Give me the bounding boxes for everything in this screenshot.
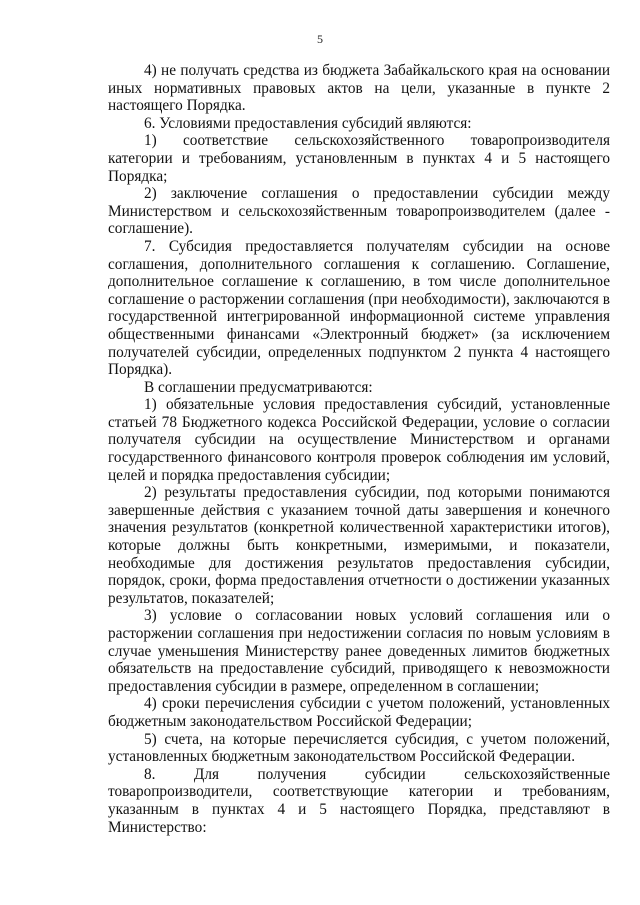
paragraph-condition-2: 2) заключение соглашения о предоставлении субсидии между Министерством и сельскохозяйственным товаропроизводителем (далее - соглашение).: [108, 185, 610, 238]
paragraph-section-6: 6. Условиями предоставления субсидий являются:: [144, 114, 472, 132]
paragraph-agreement-3: 3) условие о согласовании новых условий соглашения или о расторжении соглашения при недостижении согласия по новым условиям в случае уменьшения Министерству ранее доведенных лимитов бюджетных обязательств на предоставление субсидий, приводящего к невозможности предоставления субсидии в размере, определенном в соглашении;: [108, 607, 610, 695]
paragraph-agreement-intro: В соглашении предусматриваются:: [144, 378, 373, 396]
paragraph-agreement-1: 1) обязательные условия предоставления субсидий, установленные статьей 78 Бюджетного кодекса Российской Федерации, условие о согласии получателя субсидии на осуществление Министерством и органами государственного финансового контроля проверок соблюдения им условий, целей и порядка предоставления субсидии;: [108, 396, 610, 484]
paragraph-clause-4: 4) не получать средства из бюджета Забайкальского края на основании иных нормативных правовых актов на цели, указанные в пункте 2 настоящего Порядка.: [108, 62, 610, 115]
paragraph-section-8: 8. Для получения субсидии сельскохозяйственные товаропроизводители, соответствующие категории и требованиям, указанным в пунктах 4 и 5 настоящего Порядка, представляют в Министерство:: [108, 765, 610, 836]
paragraph-agreement-2: 2) результаты предоставления субсидии, под которыми понимаются завершенные действия с указанием точной даты завершения и конечного значения результатов (конкретной количественной характеристики итогов), которые должны быть конкретными, измеримыми, и показатели, необходимые для достижения результатов предоставления субсидии, порядок, сроки, форма предоставления отчетности о достижении указанных результатов, показателей;: [108, 484, 610, 607]
paragraph-agreement-4: 4) сроки перечисления субсидии с учетом положений, установленных бюджетным законодательством Российской Федерации;: [108, 695, 610, 730]
document-body: [108, 62, 610, 836]
paragraph-condition-1: 1) соответствие сельскохозяйственного товаропроизводителя категории и требованиям, установленным в пунктах 4 и 5 настоящего Порядка;: [108, 132, 610, 185]
paragraph-section-7: 7. Субсидия предоставляется получателям субсидии на основе соглашения, дополнительного соглашения к соглашению. Соглашение, дополнительное соглашение к соглашению, в том числе дополнительное соглашение о расторжении соглашения (при необходимости), заключаются в государственной интегрированной информационной системе управления общественными финансами «Электронный бюджет» (за исключением получателей субсидии, определенных подпунктом 2 пункта 4 настоящего Порядка).: [108, 237, 610, 379]
paragraph-agreement-5: 5) счета, на которые перечисляется субсидия, с учетом положений, установленных бюджетным законодательством Российской Федерации.: [108, 730, 610, 766]
page-number: 5: [317, 32, 323, 46]
